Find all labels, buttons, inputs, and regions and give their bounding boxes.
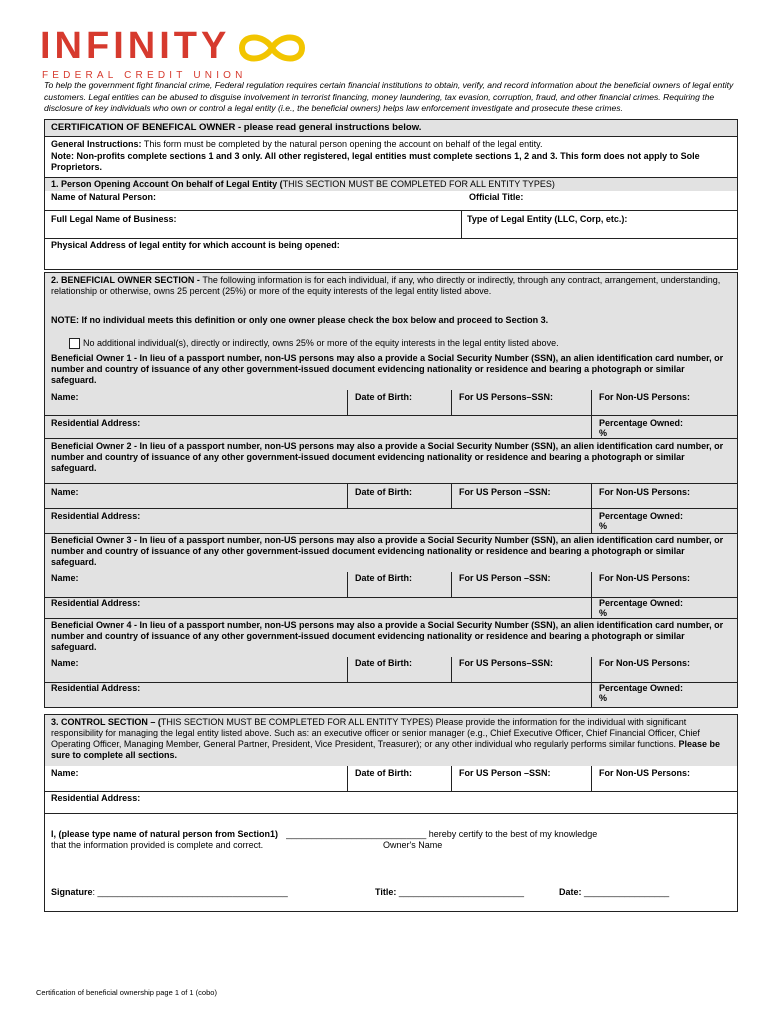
title-label: Title: bbox=[375, 887, 397, 897]
signature-colon: : bbox=[92, 887, 96, 897]
section-1-title-bar bbox=[45, 178, 737, 191]
owner-2-address-field[interactable]: Residential Address: bbox=[51, 511, 141, 521]
owner-4-header: Beneficial Owner 4 - In lieu of a passport number, non-US persons may also a provide a Social Security Number (SSN), an alien identification card number, or number and country of issuance of any other government-issued document evidencing nationality or residence and bearing a photograph or similar safeguard. bbox=[51, 620, 724, 652]
cert-header: CERTIFICATION OF BENEFICAL OWNER - please read general instructions below. bbox=[51, 122, 422, 133]
owner-3-dob-field[interactable]: Date of Birth: bbox=[355, 573, 412, 583]
date-blank[interactable]: _________________ bbox=[584, 887, 670, 897]
logo-wordmark: INFINITY bbox=[40, 25, 231, 67]
owner-1-nonus-field[interactable]: For Non-US Persons: bbox=[599, 392, 691, 402]
business-name-field[interactable]: Full Legal Name of Business: bbox=[51, 214, 177, 224]
section-2-title-rest: The following information is for each individual, if any, who directly or indirectly, through any contract, arrangement, understanding, relationship or otherwise, owns 25 percent (25%) or more of the equity interests of the legal entity listed above. bbox=[51, 275, 721, 296]
owner-1-dob-field[interactable]: Date of Birth: bbox=[355, 392, 412, 402]
general-instructions bbox=[51, 139, 542, 150]
section-1-title-rest: THIS SECTION MUST BE COMPLETED FOR ALL ENTITY TYPES) bbox=[282, 179, 555, 189]
logo-tagline: FEDERAL CREDIT UNION bbox=[42, 70, 247, 81]
section-3-box bbox=[44, 714, 738, 912]
certify-statement bbox=[51, 829, 597, 840]
infinity-logo bbox=[40, 24, 310, 80]
owner-1-name-field[interactable]: Name: bbox=[51, 392, 79, 402]
owner-3-nonus-field[interactable]: For Non-US Persons: bbox=[599, 573, 691, 583]
section-3-title-tail: Please be sure to complete all sections. bbox=[51, 739, 720, 760]
section-3-title-bar bbox=[45, 715, 737, 766]
natural-person-field[interactable]: Name of Natural Person: bbox=[51, 192, 157, 202]
infinity-icon bbox=[236, 28, 308, 68]
owner-2-percent-field[interactable]: Percentage Owned: bbox=[599, 511, 684, 521]
owner-4-name-field[interactable]: Name: bbox=[51, 658, 79, 668]
owner-2-header: Beneficial Owner 2 - In lieu of a passport number, non-US persons may also a provide a Social Security Number (SSN), an alien identification card number, or number and country of issuance of any other government-issued document evidencing nationality or residence and bearing a photograph or similar safeguard. bbox=[51, 441, 724, 473]
cert-header-bar bbox=[45, 120, 737, 136]
owner-3-header: Beneficial Owner 3 - In lieu of a passport number, non-US persons may also a provide a Social Security Number (SSN), an alien identification card number, or number and country of issuance of any other government-issued document evidencing nationality or residence and bearing a photograph or similar safeguard. bbox=[51, 535, 724, 567]
owner-3-address-field[interactable]: Residential Address: bbox=[51, 598, 141, 608]
owner-1-header: Beneficial Owner 1 - In lieu of a passport number, non-US persons may also a provide a Social Security Number (SSN), an alien identification card number, or number and country of issuance of any other government-issued document evidencing nationality or residence and bearing a photograph or similar safeguard. bbox=[51, 353, 724, 385]
section-3-title-rest: THIS SECTION MUST BE COMPLETED FOR ALL ENTITY TYPES) Please provide the information for the individual with significant responsibility for managing the legal entity listed above. Such as: an executive officer or senior manager (e.g., Chief Executive Officer, Chief Financial Officer, Chief Operating Officer, Managing Member, General Partner, President, Vice President, Treasurer); or any other individual who regularly performs similar functions. bbox=[51, 717, 700, 749]
official-title-field[interactable]: Official Title: bbox=[469, 192, 524, 202]
control-address-field[interactable]: Residential Address: bbox=[51, 793, 141, 803]
owner-3-name-field[interactable]: Name: bbox=[51, 573, 79, 583]
footer: Certification of beneficial ownership page 1 of 1 (cobo) bbox=[36, 988, 217, 997]
owner-2-dob-field[interactable]: Date of Birth: bbox=[355, 487, 412, 497]
certify-lead: I, (please type name of natural person from Section1) bbox=[51, 829, 279, 839]
section-2-title bbox=[51, 275, 733, 297]
control-nonus-field[interactable]: For Non-US Persons: bbox=[599, 768, 691, 778]
owner-1-ssn-field[interactable]: For US Persons–SSN: bbox=[459, 392, 554, 402]
owner-4-percent-sign: % bbox=[599, 693, 608, 703]
owner-1-percent-field[interactable]: Percentage Owned: bbox=[599, 418, 684, 428]
owners-block bbox=[44, 352, 738, 708]
owner-2-header-bar bbox=[45, 439, 737, 483]
owner-4-dob-field[interactable]: Date of Birth: bbox=[355, 658, 412, 668]
certify-tail: hereby certify to the best of my knowledge bbox=[426, 829, 598, 839]
owner-4-address-field[interactable]: Residential Address: bbox=[51, 683, 141, 693]
owner-2-nonus-field[interactable]: For Non-US Persons: bbox=[599, 487, 691, 497]
section-2-note: NOTE: If no individual meets this definition or only one owner please check the box below and proceed to Section 3. bbox=[51, 315, 549, 325]
control-name-field[interactable]: Name: bbox=[51, 768, 79, 778]
owners-name-caption: Owner's Name bbox=[383, 840, 443, 850]
owner-3-ssn-field[interactable]: For US Person –SSN: bbox=[459, 573, 551, 583]
owner-1-percent-sign: % bbox=[599, 428, 608, 438]
no-additional-owner-label: No additional individual(s), directly or indirectly, owns 25% or more of the equity interests in the legal entity listed above. bbox=[83, 338, 559, 348]
date-label: Date: bbox=[559, 887, 582, 897]
owner-3-percent-sign: % bbox=[599, 608, 608, 618]
title-row bbox=[375, 887, 524, 898]
owner-1-header-bar bbox=[45, 352, 737, 390]
general-note: Note: Non-profits complete sections 1 and 3 only. All other registered, legal entities must complete sections 1, 2 and 3. This form does not apply to Sole Proprietors. bbox=[51, 151, 700, 172]
general-instructions-label: General Instructions: bbox=[51, 139, 142, 149]
physical-address-field[interactable]: Physical Address of legal entity for which account is being opened: bbox=[51, 240, 340, 250]
owner-4-ssn-field[interactable]: For US Persons–SSN: bbox=[459, 658, 554, 668]
no-additional-owner-checkbox[interactable] bbox=[69, 338, 80, 349]
owner-3-percent-field[interactable]: Percentage Owned: bbox=[599, 598, 684, 608]
signature-row bbox=[51, 887, 288, 898]
section-1-title bbox=[51, 179, 555, 190]
signature-blank[interactable]: ______________________________________ bbox=[97, 887, 288, 897]
owner-1-address-field[interactable]: Residential Address: bbox=[51, 418, 141, 428]
owner-3-header-bar bbox=[45, 534, 737, 572]
section-1-title-bold: 1. Person Opening Account On behalf of Legal Entity ( bbox=[51, 179, 283, 189]
section-3-title bbox=[51, 717, 733, 761]
intro-paragraph: To help the government fight financial crime, Federal regulation requires certain financial institutions to obtain, verify, and record information about the beneficial owners of legal entity customers. Legal entities can be abused to disguise involvement in terrorist financing, money laundering, tax evasion, corruption, fraud, and other financial crimes. Requiring the disclosure of key individuals who own or control a legal entity (i.e., the beneficial owners) helps law enforcement investigate and prosecute these crimes. bbox=[44, 80, 734, 113]
section-3-title-bold: 3. CONTROL SECTION – ( bbox=[51, 717, 161, 727]
section-1-box bbox=[44, 119, 738, 270]
owner-2-name-field[interactable]: Name: bbox=[51, 487, 79, 497]
control-dob-field[interactable]: Date of Birth: bbox=[355, 768, 412, 778]
certify-line-2: that the information provided is complete and correct. bbox=[51, 840, 264, 850]
entity-type-field[interactable]: Type of Legal Entity (LLC, Corp, etc.): bbox=[467, 214, 628, 224]
control-ssn-field[interactable]: For US Person –SSN: bbox=[459, 768, 551, 778]
owner-name-blank[interactable]: ____________________________ bbox=[286, 829, 427, 839]
owner-2-percent-sign: % bbox=[599, 521, 608, 531]
section-2-title-bold: 2. BENEFICIAL OWNER SECTION - bbox=[51, 275, 203, 285]
general-instructions-text: This form must be completed by the natural person opening the account on behalf of the legal entity. bbox=[141, 139, 543, 149]
owner-4-header-bar bbox=[45, 619, 737, 657]
owner-2-ssn-field[interactable]: For US Person –SSN: bbox=[459, 487, 551, 497]
owner-4-percent-field[interactable]: Percentage Owned: bbox=[599, 683, 684, 693]
signature-label: Signature bbox=[51, 887, 93, 897]
owner-4-nonus-field[interactable]: For Non-US Persons: bbox=[599, 658, 691, 668]
title-blank[interactable]: _________________________ bbox=[398, 887, 524, 897]
date-row bbox=[559, 887, 669, 898]
